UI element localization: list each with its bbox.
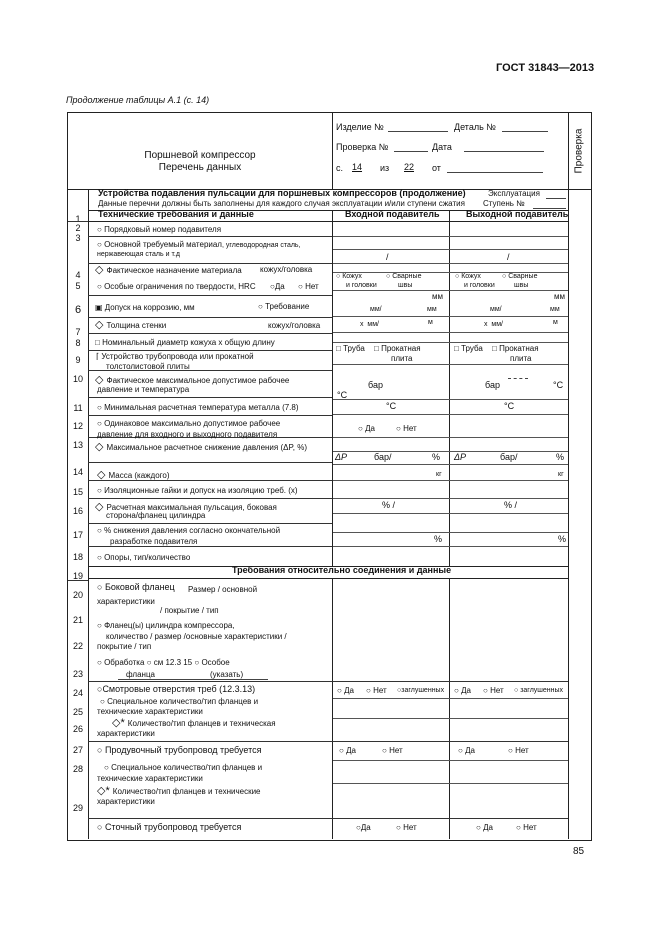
row6-wall-b: кожух/головка [268,321,321,330]
circle-icon: ○ [97,526,105,535]
operation-label: Эксплуатация [488,189,540,198]
checked-box-icon: ▣ [95,303,105,312]
row21-label-c: покрытие / тип [97,642,152,651]
diamond-icon: ◇ [95,319,107,331]
in-wall-values: х мм/ [360,321,379,328]
row6-wall-text [95,318,166,331]
out-kg: кг [558,471,564,478]
check-no-label: Проверка № [336,142,389,152]
out-drain-yes[interactable]: ○ Да [476,823,493,832]
title-line2: Перечень данных [158,162,242,173]
row10-text-b: давление и температура [97,385,190,394]
out-wall-values: х мм/ [484,321,503,328]
in-pulsation-pct: % / [382,500,396,510]
row26-label-b: характеристики [97,729,155,738]
row-number: 9 [75,355,81,365]
radio-icon: ○ [194,658,202,667]
row-number: 28 [72,764,83,774]
row18-label: Опоры, тип/количество [104,553,191,562]
row17-label-a: % снижения давления согласно окончательной [104,526,281,535]
out-drain-no[interactable]: ○ Нет [516,823,537,832]
radio-icon: ○ [336,273,343,280]
out-wall-m: м [553,319,558,326]
row-number: 26 [72,724,83,734]
row9-text [96,352,254,361]
radio-icon: ○ [146,658,154,667]
in-bar: бар [368,380,383,390]
row-number: 5 [75,281,81,291]
row22-label-b: см 12.3 15 [153,658,193,667]
in-purge-no[interactable]: ○ Нет [382,746,403,755]
detail-label: Деталь № [454,122,496,132]
radio-icon: ○ [298,282,306,291]
out-plate: плита [510,354,532,363]
in-inspection-no[interactable]: ○ Нет [366,686,387,695]
row29-text [97,784,260,797]
row-number: 17 [72,530,83,540]
row3-text-c: нержавеющая сталь и т.д [97,251,180,258]
page-from: от [432,163,441,173]
diamond-icon: ◇ [95,374,107,386]
radio-icon: ○ [382,746,390,755]
row-number: 15 [72,487,83,497]
checkbox-icon: □ [454,344,462,353]
row4-text [95,263,242,276]
circle-icon: ○ [97,745,105,755]
checkbox-icon: □ [336,344,344,353]
row11-text [97,403,299,412]
row25-label-a: Специальное количество/тип фланцев и [107,697,259,706]
in-plate: плита [391,354,413,363]
in-and-heads: и головки [346,282,377,289]
row-number: 16 [72,506,83,516]
row4-text-b: кожух/головка [260,265,313,274]
in-dp: ΔP [335,452,348,462]
circle-icon: ○ [97,240,105,249]
in-inspection-plugged[interactable]: ○заглушенных [397,687,445,694]
col-main-header: Технические требования и данные [98,209,254,219]
in-corr-mm-slash: мм/ [370,306,382,313]
checkbox-icon: □ [374,344,382,353]
row-number: 7 [75,327,81,337]
row24-text [97,684,255,694]
diamond-icon: ◇ [95,264,107,276]
col-in-header: Входной подавитель [345,209,440,219]
row11-label: Минимальная расчетная температура металла (7.8) [104,403,299,412]
check-column-label: Проверка [573,128,585,174]
row-number: 2 [75,223,81,233]
row20-label-a: Боковой фланец [104,582,175,592]
row30-text [97,822,241,832]
circle-icon: ○ [97,553,105,562]
row-number: 20 [72,590,83,600]
in-dp-pct: % [432,452,441,462]
in-wall-m: м [428,319,433,326]
diamond-icon: ◇ [95,441,107,453]
row26-label-a: Количество/тип фланцев и техническая [127,719,276,728]
row6-requirement[interactable]: ○ Требование [258,302,310,311]
out-deg-c: °C [553,380,564,390]
out-min-deg-c: °C [504,401,515,411]
row12-text [97,419,280,428]
row-number: 8 [75,338,81,348]
row13-text [95,440,307,453]
row26-text [112,716,276,729]
out-shell-head-option[interactable]: ○ Кожух [455,273,481,280]
row12-text-b: давление для входного и выходного подавителя [97,430,278,439]
radio-icon: ○ [270,282,275,291]
header-title [68,150,332,174]
row5-no[interactable]: ○ Нет [298,282,319,291]
circle-icon: ○ [97,658,105,667]
row-number: 18 [72,552,83,562]
out-pipe-checkbox[interactable]: □ Труба [454,344,483,353]
in-kg: кг [436,471,442,478]
radio-icon: ○ [337,686,345,695]
out-welded-option[interactable]: ○ Сварные [502,273,538,280]
out-corr-mm-slash: мм/ [490,306,502,313]
table-caption: Продолжение таблицы А.1 (с. 14) [66,95,210,105]
row18-text [97,553,190,562]
row-number: 14 [72,467,83,477]
row5-text [97,282,256,291]
row-number: 4 [75,270,81,280]
row-number: 13 [72,440,83,450]
radio-icon: ○ [502,273,509,280]
row-number: 27 [72,745,83,755]
same-pressure-yes[interactable]: ○ Да [358,424,375,433]
in-corrosion-mm: мм [432,292,443,301]
circle-icon: ○ [97,282,105,291]
row3-label-b: , углеводородная сталь, [221,242,301,249]
col-out-header: Выходной подавитель [466,209,569,219]
out-material-slash: / [507,252,510,262]
row23-label-a: фланца [126,670,155,679]
row-number: 29 [72,803,83,813]
out-rolled-checkbox[interactable]: □ Прокатная [492,344,539,353]
diamond-icon: ◇ [97,469,109,481]
in-seams: швы [398,282,413,289]
radio-icon: ○ [397,687,402,694]
row6-label: Допуск на коррозию, мм [104,303,195,312]
in-inspection-yes[interactable]: ○ Да [337,686,354,695]
row-number: 6 [74,304,82,316]
circle-icon: ○ [97,225,105,234]
radio-icon: ○ [508,746,516,755]
row15-text [97,486,298,495]
radio-icon: ○ [339,746,347,755]
circle-icon: ○ [97,684,103,694]
section1-title: Устройства подавления пульсации для поршневых компрессоров (продолжение) [98,188,466,198]
out-pulsation-pct: % / [504,500,518,510]
in-final-pct: % [434,534,443,544]
row29-label-a: Количество/тип фланцев и технические [112,787,261,796]
row6-wall-label: Толщина стенки [106,321,167,330]
radio-icon: ○ [455,273,462,280]
row6-text [95,303,195,312]
row30-label: Сточный трубопровод требуется [104,822,242,832]
out-seams: швы [514,282,529,289]
stage-label: Ступень № [483,199,525,208]
page-number: 85 [573,846,585,857]
doc-code: ГОСТ 31843—2013 [496,62,595,74]
circle-icon: ○ [104,763,112,772]
row17-text [97,526,280,535]
in-min-deg-c: °C [386,401,397,411]
in-drain-no[interactable]: ○ Нет [396,823,417,832]
row9-label-a: Устройство трубопровода или прокатной [101,352,254,361]
row14-text [97,468,170,481]
row25-text [100,697,258,706]
row12-label-a: Одинаковое максимально допустимое рабочее [104,419,281,428]
row-number: 10 [72,374,83,384]
row-number: 21 [72,615,83,625]
row3-label-a: Основной требуемый материал [104,240,222,249]
row1-text [97,225,221,234]
in-material-slash: / [386,252,389,262]
in-dp-bar: бар/ [374,452,392,462]
row20-label-c: характеристики [97,597,155,606]
radio-icon: ○ [454,686,462,695]
row3-text [97,240,301,249]
radio-icon: ○ [458,746,466,755]
radio-icon: ○ [386,273,393,280]
out-dp-pct: % [556,452,565,462]
checkbox-icon: □ [492,344,500,353]
page-of: из [380,163,390,173]
radio-icon: ○ [366,686,374,695]
check-column [568,113,590,189]
same-pressure-no[interactable]: ○ Нет [396,424,417,433]
row20-label-d: / покрытие / тип [160,606,219,615]
radio-icon: ○ [396,823,404,832]
row-number: 24 [72,688,83,698]
row-number: 11 [73,403,83,413]
row15-label: Изоляционные гайки и допуск на изоляцию треб. (x) [104,486,298,495]
in-pipe-checkbox[interactable]: □ Труба [336,344,365,353]
row10-label-a: Фактическое максимальное допустимое рабочее [106,376,290,385]
circle-icon: ○ [97,582,105,592]
row4-label: Фактическое назначение материала [106,266,242,275]
out-inspection-plugged[interactable]: ○ заглушенных [514,687,564,694]
row27-text [97,745,262,755]
in-rolled-checkbox[interactable]: □ Прокатная [374,344,421,353]
out-dp-bar: бар/ [500,452,518,462]
diamond-star-icon: ◇* [97,785,113,797]
row-number: 23 [72,669,83,679]
row9-text-b: толстолистовой плиты [106,362,190,371]
row22-label-c: Особое [201,658,230,667]
row8-label: Номинальный диаметр кожуха х общую длину [102,338,275,347]
row-number: 1 [75,214,81,224]
page-s: с. [336,163,344,173]
row28-label-b: технические характеристики [97,774,203,783]
diamond-star-icon: ◇* [112,717,128,729]
row5-label: Особые ограничения по твердости, HRC [104,282,256,291]
out-inspection-yes[interactable]: ○ Да [454,686,471,695]
out-and-heads: и головки [464,282,495,289]
in-welded-option[interactable]: ○ Сварные [386,273,422,280]
row29-label-b: характеристики [97,797,155,806]
circle-icon: ○ [97,822,105,832]
circle-icon: ○ [97,419,105,428]
item-label: Изделие № [336,122,384,132]
in-corr-mm2: мм [427,306,437,313]
radio-icon: ○ [514,687,521,694]
row28-label-a: Специальное количество/тип фланцев и [111,763,263,772]
in-purge-yes[interactable]: ○ Да [339,746,356,755]
row-number: 22 [72,641,83,651]
row21-label-b: количество / размер /основные характеристики / [106,632,287,641]
row27-label: Продувочный трубопровод требуется [104,745,262,755]
row20-text [97,582,175,592]
row21-label-a: Фланец(ы) цилиндра компрессора, [104,621,235,630]
out-bar: бар [485,380,500,390]
out-purge-yes[interactable]: ○ Да [458,746,475,755]
radio-icon: ○ [476,823,484,832]
radio-icon: ○ [483,686,491,695]
page-total: 22 [404,162,415,172]
circle-icon: ○ [97,403,105,412]
bracket-icon: ⌈ [96,352,102,361]
radio-icon: ○ [358,424,366,433]
out-corrosion-mm: мм [554,292,565,301]
circle-icon: ○ [100,697,108,706]
row1-label: Порядковый номер подавителя [104,225,222,234]
page-current: 14 [352,162,363,172]
row24-label: Смотровые отверстия треб (12.3.13) [102,684,256,694]
row5-yes[interactable]: ○Да [270,282,285,291]
row-number: 12 [72,421,83,431]
row-number: 3 [75,233,81,243]
radio-icon: ○ [356,823,361,832]
row28-text [104,763,262,772]
row8-text [95,338,275,347]
out-inspection-no[interactable]: ○ Нет [483,686,504,695]
date-label: Дата [432,142,452,152]
row23-label-b: (указать) [210,670,244,679]
row21-text [97,621,235,630]
row16-text-b: сторона/фланец цилиндра [106,511,206,520]
in-deg-c: °C [337,390,348,400]
row16-label-a: Расчетная максимальная пульсация, боковая [106,503,277,512]
row-number: 25 [72,707,83,717]
title-line1: Поршневой компрессор [144,150,256,161]
row-number: 19 [72,571,83,581]
in-drain-yes[interactable]: ○Да [356,823,371,832]
row14-label: Масса (каждого) [108,471,170,480]
out-purge-no[interactable]: ○ Нет [508,746,529,755]
in-shell-head-option[interactable]: ○ Кожух [336,273,362,280]
row20-label-b: Размер / основной [188,585,258,594]
section2-title: Требования относительно соединения и данные [232,565,452,575]
row22-label-a: Обработка [104,658,145,667]
out-dp: ΔP [454,452,467,462]
out-final-pct: % [558,534,567,544]
square-icon: □ [95,338,103,347]
circle-icon: ○ [97,486,105,495]
diamond-icon: ◇ [95,501,107,513]
row22-text [97,658,230,667]
section1-subtitle: Данные перечни должны быть заполнены для каждого случая эксплуатации и/или ступени сжатия [98,199,465,208]
radio-icon: ○ [258,302,266,311]
radio-icon: ○ [396,424,404,433]
row13-label: Максимальное расчетное снижение давления (ΔP, %) [106,443,307,452]
circle-icon: ○ [97,621,105,630]
radio-icon: ○ [516,823,524,832]
out-corr-mm2: мм [550,306,560,313]
row25-label-b: технические характеристики [97,707,203,716]
row17-text-b: разработке подавителя [110,537,198,546]
